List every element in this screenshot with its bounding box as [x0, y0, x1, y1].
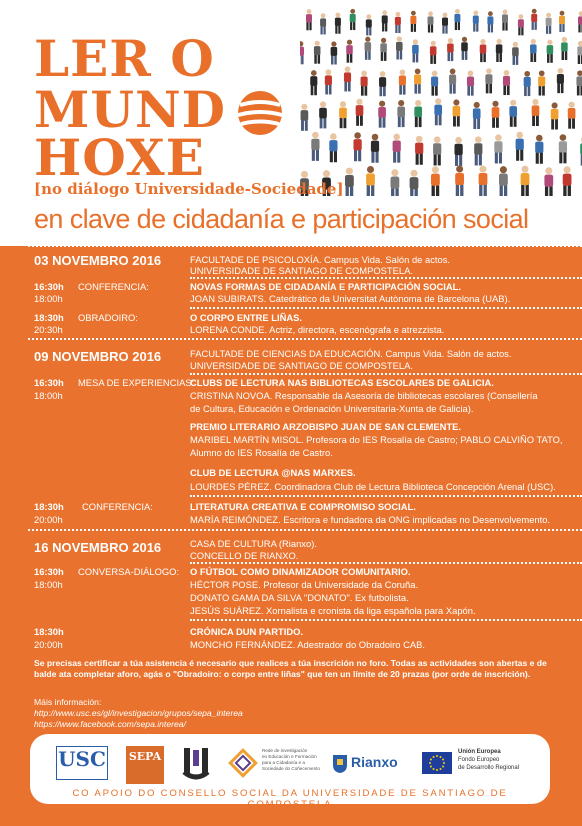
divider [190, 373, 582, 375]
globe-icon [236, 89, 284, 137]
person-figure [350, 9, 356, 30]
event-end: 20:00h [34, 639, 63, 650]
eu-star [430, 766, 432, 768]
person-figure [544, 167, 553, 196]
person-figure [576, 70, 582, 95]
event-line: de Cultura, Educación e Ordenación Universitaria-Xunta de Galicia). [190, 403, 474, 414]
person-figure [397, 100, 405, 127]
eu-star [436, 755, 438, 757]
event-line: JESÚS SUÁREZ. Xornalista e cronista da liga española para Xapón. [190, 605, 476, 616]
eu-star [442, 766, 444, 768]
event-start: 18:30h [34, 312, 64, 323]
person-figure [531, 9, 537, 30]
person-figure [310, 70, 317, 95]
person-figure [503, 70, 510, 95]
event-end: 18:00h [34, 293, 63, 304]
person-figure [568, 102, 576, 129]
person-figure [442, 13, 448, 34]
person-figure [480, 39, 487, 62]
event-kind: CONFERENCIA: [82, 501, 153, 512]
person-figure [366, 166, 375, 196]
person-figure [428, 11, 434, 32]
person-figure [396, 36, 403, 59]
event-line: LOURDES PÉREZ. Coordinadora Club de Lectura Biblioteca Concepción Arenal (USC). [190, 481, 556, 492]
usc-logo [56, 746, 108, 780]
event-kind: OBRADOIRO: [78, 312, 138, 323]
eu-line: de Desarrollo Regional [458, 765, 520, 771]
person-figure [433, 136, 441, 165]
person-figure [431, 166, 440, 196]
person-figure [311, 132, 319, 161]
person-figure [467, 71, 474, 96]
person-figure [412, 39, 419, 62]
person-figure [346, 40, 353, 63]
usc-logo-text: USC [58, 747, 106, 771]
day-date: 16 NOVEMBRO 2016 [34, 540, 162, 555]
person-figure [516, 132, 524, 161]
sepa-logo [126, 746, 164, 784]
person-figure [378, 101, 386, 128]
person-figure [461, 37, 468, 60]
person-figure [356, 99, 364, 126]
person-figure [399, 70, 406, 95]
person-figure [502, 9, 508, 30]
person-figure [345, 168, 354, 196]
person-figure [301, 104, 309, 131]
person-figure [314, 41, 321, 64]
event-end: 18:00h [34, 579, 63, 590]
person-figure [320, 13, 326, 34]
event-line: MARÍA REIMÓNDEZ. Escritora e fundadora da ONG implicadas no Desenvolvemento. [190, 514, 551, 525]
person-figure [379, 71, 386, 96]
event-title: NOVAS FORMAS DE CIDADANÍA E PARTICIPACIÓN SOCIAL. [190, 281, 462, 292]
event-line: HÉCTOR POSE. Profesor da Universidade da Coruña. [190, 579, 419, 590]
eu-star [433, 768, 435, 770]
person-figure [339, 101, 347, 128]
person-figure [329, 133, 337, 162]
divider [28, 529, 582, 531]
person-figure [365, 37, 372, 60]
venue-line: CONCELLO DE RIANXO. [190, 550, 299, 561]
rianxo-crest-icon [332, 754, 348, 774]
person-figure [380, 38, 387, 61]
registration-notice: Se precisas certificar a túa asistencia é necesario que realices a túa inscrición no foro. Todas as actividades son abertas e de balde ata completar aforo, agás o "Obradoiro: o corpo entre liñas" que ten un límite de 20 prazas (por orde de inscrición). [34, 658, 547, 679]
event-title: CLUBS DE LECTURA NAS BIBLIOTECAS ESCOLARES DE GALICIA. [190, 377, 494, 388]
person-figure [306, 9, 312, 30]
divider [190, 562, 582, 564]
person-figure [546, 13, 552, 34]
sepa-logo-text: SEPA [128, 750, 162, 763]
event-line: MONCHO FERNÁNDEZ. Adestrador do Obradoiro CAB. [190, 639, 425, 650]
crowd-illustration [300, 0, 582, 196]
person-figure [454, 137, 462, 166]
person-figure [414, 69, 421, 94]
event-line: DONATO GAMA DA SILVA "DONATO". Ex futbolista. [190, 592, 409, 603]
network-line: para a Cidadanía e a [262, 760, 305, 765]
person-figure [559, 134, 567, 163]
event-title: PREMIO LITERARIO ARZOBISPO JUAN DE SAN CLEMENTE. [190, 421, 462, 432]
eu-star [443, 762, 445, 764]
person-figure [447, 38, 454, 61]
person-figure [559, 11, 565, 32]
person-figure [547, 40, 554, 63]
eu-line: Fondo Europeo [458, 757, 500, 763]
person-figure [344, 66, 351, 91]
eu-star [440, 756, 442, 758]
divider [28, 338, 582, 340]
person-figure [485, 68, 492, 93]
person-figure [509, 100, 517, 127]
eu-star [430, 759, 432, 761]
event-kind: CONFERENCIA: [78, 281, 149, 292]
eu-star [429, 762, 431, 764]
sponsor-line: CO APOIO DO CONSELLO SOCIAL DA UNIVERSIDADE DE SANTIAGO DE COMPOSTELA [72, 788, 508, 810]
event-end: 20:30h [34, 324, 63, 335]
person-figure [577, 41, 582, 64]
event-title: CLUB DE LECTURA @NAS MARXES. [190, 467, 356, 478]
title-line-3: HOXE [34, 128, 205, 187]
event-kind: CONVERSA-DIÁLOGO: [78, 566, 180, 577]
person-figure [382, 10, 388, 31]
info-link-text[interactable]: https://www.facebook.com/sepa.interea/ [34, 719, 186, 729]
event-end: 20:00h [34, 514, 63, 525]
person-figure [535, 135, 543, 164]
person-figure [395, 12, 401, 33]
person-figure [473, 102, 481, 129]
person-figure [557, 68, 564, 93]
person-figure [300, 41, 304, 64]
person-figure [455, 165, 464, 196]
person-figure [319, 101, 327, 128]
person-figure [512, 42, 519, 65]
event-title: LITERATURA CREATIVA E COMPROMISO SOCIAL. [190, 501, 416, 512]
person-figure [449, 69, 456, 94]
event-kind: MESA DE EXPERIENCIAS: [78, 377, 195, 388]
person-figure [391, 169, 400, 196]
divider [190, 277, 582, 279]
event-line: Alumno do IES Rosalía de Castro. [190, 447, 333, 458]
eu-star [442, 759, 444, 761]
event-start: 16:30h [34, 377, 64, 388]
university-logo-icon [182, 746, 210, 784]
info-label: Máis información: [34, 697, 102, 707]
person-figure [473, 11, 479, 32]
person-figure [479, 166, 488, 196]
divider [190, 495, 582, 497]
person-figure [415, 136, 423, 165]
eu-star [433, 756, 435, 758]
person-figure [434, 98, 442, 125]
person-figure [524, 71, 531, 96]
venue-line: UNIVERSIDADE DE SANTIAGO DE COMPOSTELA. [190, 360, 413, 371]
event-line: LORENA CONDE. Actriz, directora, escenógrafa e atrezzista. [190, 324, 445, 335]
day-date: 09 NOVEMBRO 2016 [34, 349, 162, 364]
network-logo-icon [228, 748, 258, 778]
day-date: 03 NOVEMBRO 2016 [34, 253, 162, 268]
event-title: O CORPO ENTRE LIÑAS. [190, 312, 302, 323]
person-figure [530, 39, 537, 62]
event-title: CRÓNICA DUN PARTIDO. [190, 626, 304, 637]
person-figure [331, 41, 338, 64]
title-line-1: LER O [34, 29, 215, 88]
person-figure [361, 71, 368, 96]
person-figure [496, 39, 503, 62]
subtitle: [no diálogo Universidade-Sociedade] [34, 180, 344, 198]
eu-flag-icon [422, 752, 452, 774]
person-figure [431, 71, 438, 96]
person-figure [353, 132, 361, 161]
tagline: en clave de cidadanía e participación social [34, 204, 529, 234]
divider [190, 619, 582, 621]
person-figure [494, 134, 502, 163]
network-line: Rede de investigación [262, 748, 308, 753]
person-figure [410, 11, 416, 32]
person-figure [366, 14, 372, 35]
person-figure [521, 166, 530, 196]
eu-star [440, 768, 442, 770]
event-start: 16:30h [34, 566, 64, 577]
person-figure [453, 99, 461, 126]
person-figure [410, 170, 419, 196]
event-line: MARIBEL MARTÍN MISOL. Profesora do IES Rosalía de Castro; PABLO CALVIÑO TATO, [190, 434, 563, 445]
person-figure [474, 136, 482, 165]
venue-line: FACULTADE DE PSICOLOXÍA. Campus Vida. Salón de actos. [190, 254, 451, 265]
eu-logo-text [458, 748, 519, 772]
network-line: Sociedade do Coñecemento [262, 766, 320, 771]
person-figure [414, 100, 422, 127]
event-line: CRISTINA NOVOA. Responsable da Asesoría de bibliotecas escolares (Consellería [190, 390, 538, 401]
person-figure [551, 102, 559, 129]
person-figure [335, 13, 341, 34]
info-link-text[interactable]: http://www.usc.es/gl/investigacion/grupos/sepa_interea [34, 708, 243, 718]
info-link[interactable] [34, 719, 186, 730]
eu-star [436, 769, 438, 771]
person-figure [561, 37, 568, 60]
divider [28, 245, 582, 247]
person-figure [487, 11, 493, 32]
event-end: 18:00h [34, 390, 63, 401]
venue-line: UNIVERSIDADE DE SANTIAGO DE COMPOSTELA. [190, 265, 413, 276]
network-logo-text [262, 748, 320, 772]
venue-line: FACULTADE DE CIENCIAS DA EDUCACIÓN. Campus Vida. Salón de actos. [190, 348, 512, 359]
venue-line: CASA DE CULTURA (Rianxo). [190, 538, 317, 549]
divider [190, 307, 582, 309]
person-figure [563, 166, 572, 196]
person-figure [538, 70, 545, 95]
person-figure [499, 166, 508, 196]
person-figure [371, 134, 379, 163]
person-figure [454, 9, 460, 30]
person-figure [578, 11, 582, 32]
event-start: 18:30h [34, 501, 64, 512]
person-figure [518, 14, 524, 35]
network-line: en Educación e Formación [262, 754, 317, 759]
event-line: JOAN SUBIRATS. Catedrático da Universitat Autònoma de Barcelona (UAB). [190, 293, 511, 304]
person-figure [430, 41, 437, 64]
person-figure [393, 134, 401, 163]
person-figure [325, 69, 332, 94]
person-figure [492, 101, 500, 128]
info-link[interactable] [34, 708, 243, 719]
person-figure [532, 99, 540, 126]
rianxo-logo-text: Rianxo [351, 754, 398, 770]
event-start: 16:30h [34, 281, 64, 292]
title-line-2: MUND [34, 80, 227, 139]
event-start: 18:30h [34, 626, 64, 637]
eu-line: Unión Europea [458, 749, 501, 755]
event-title: O FÚTBOL COMO DINAMIZADOR COMUNITARIO. [190, 566, 411, 577]
